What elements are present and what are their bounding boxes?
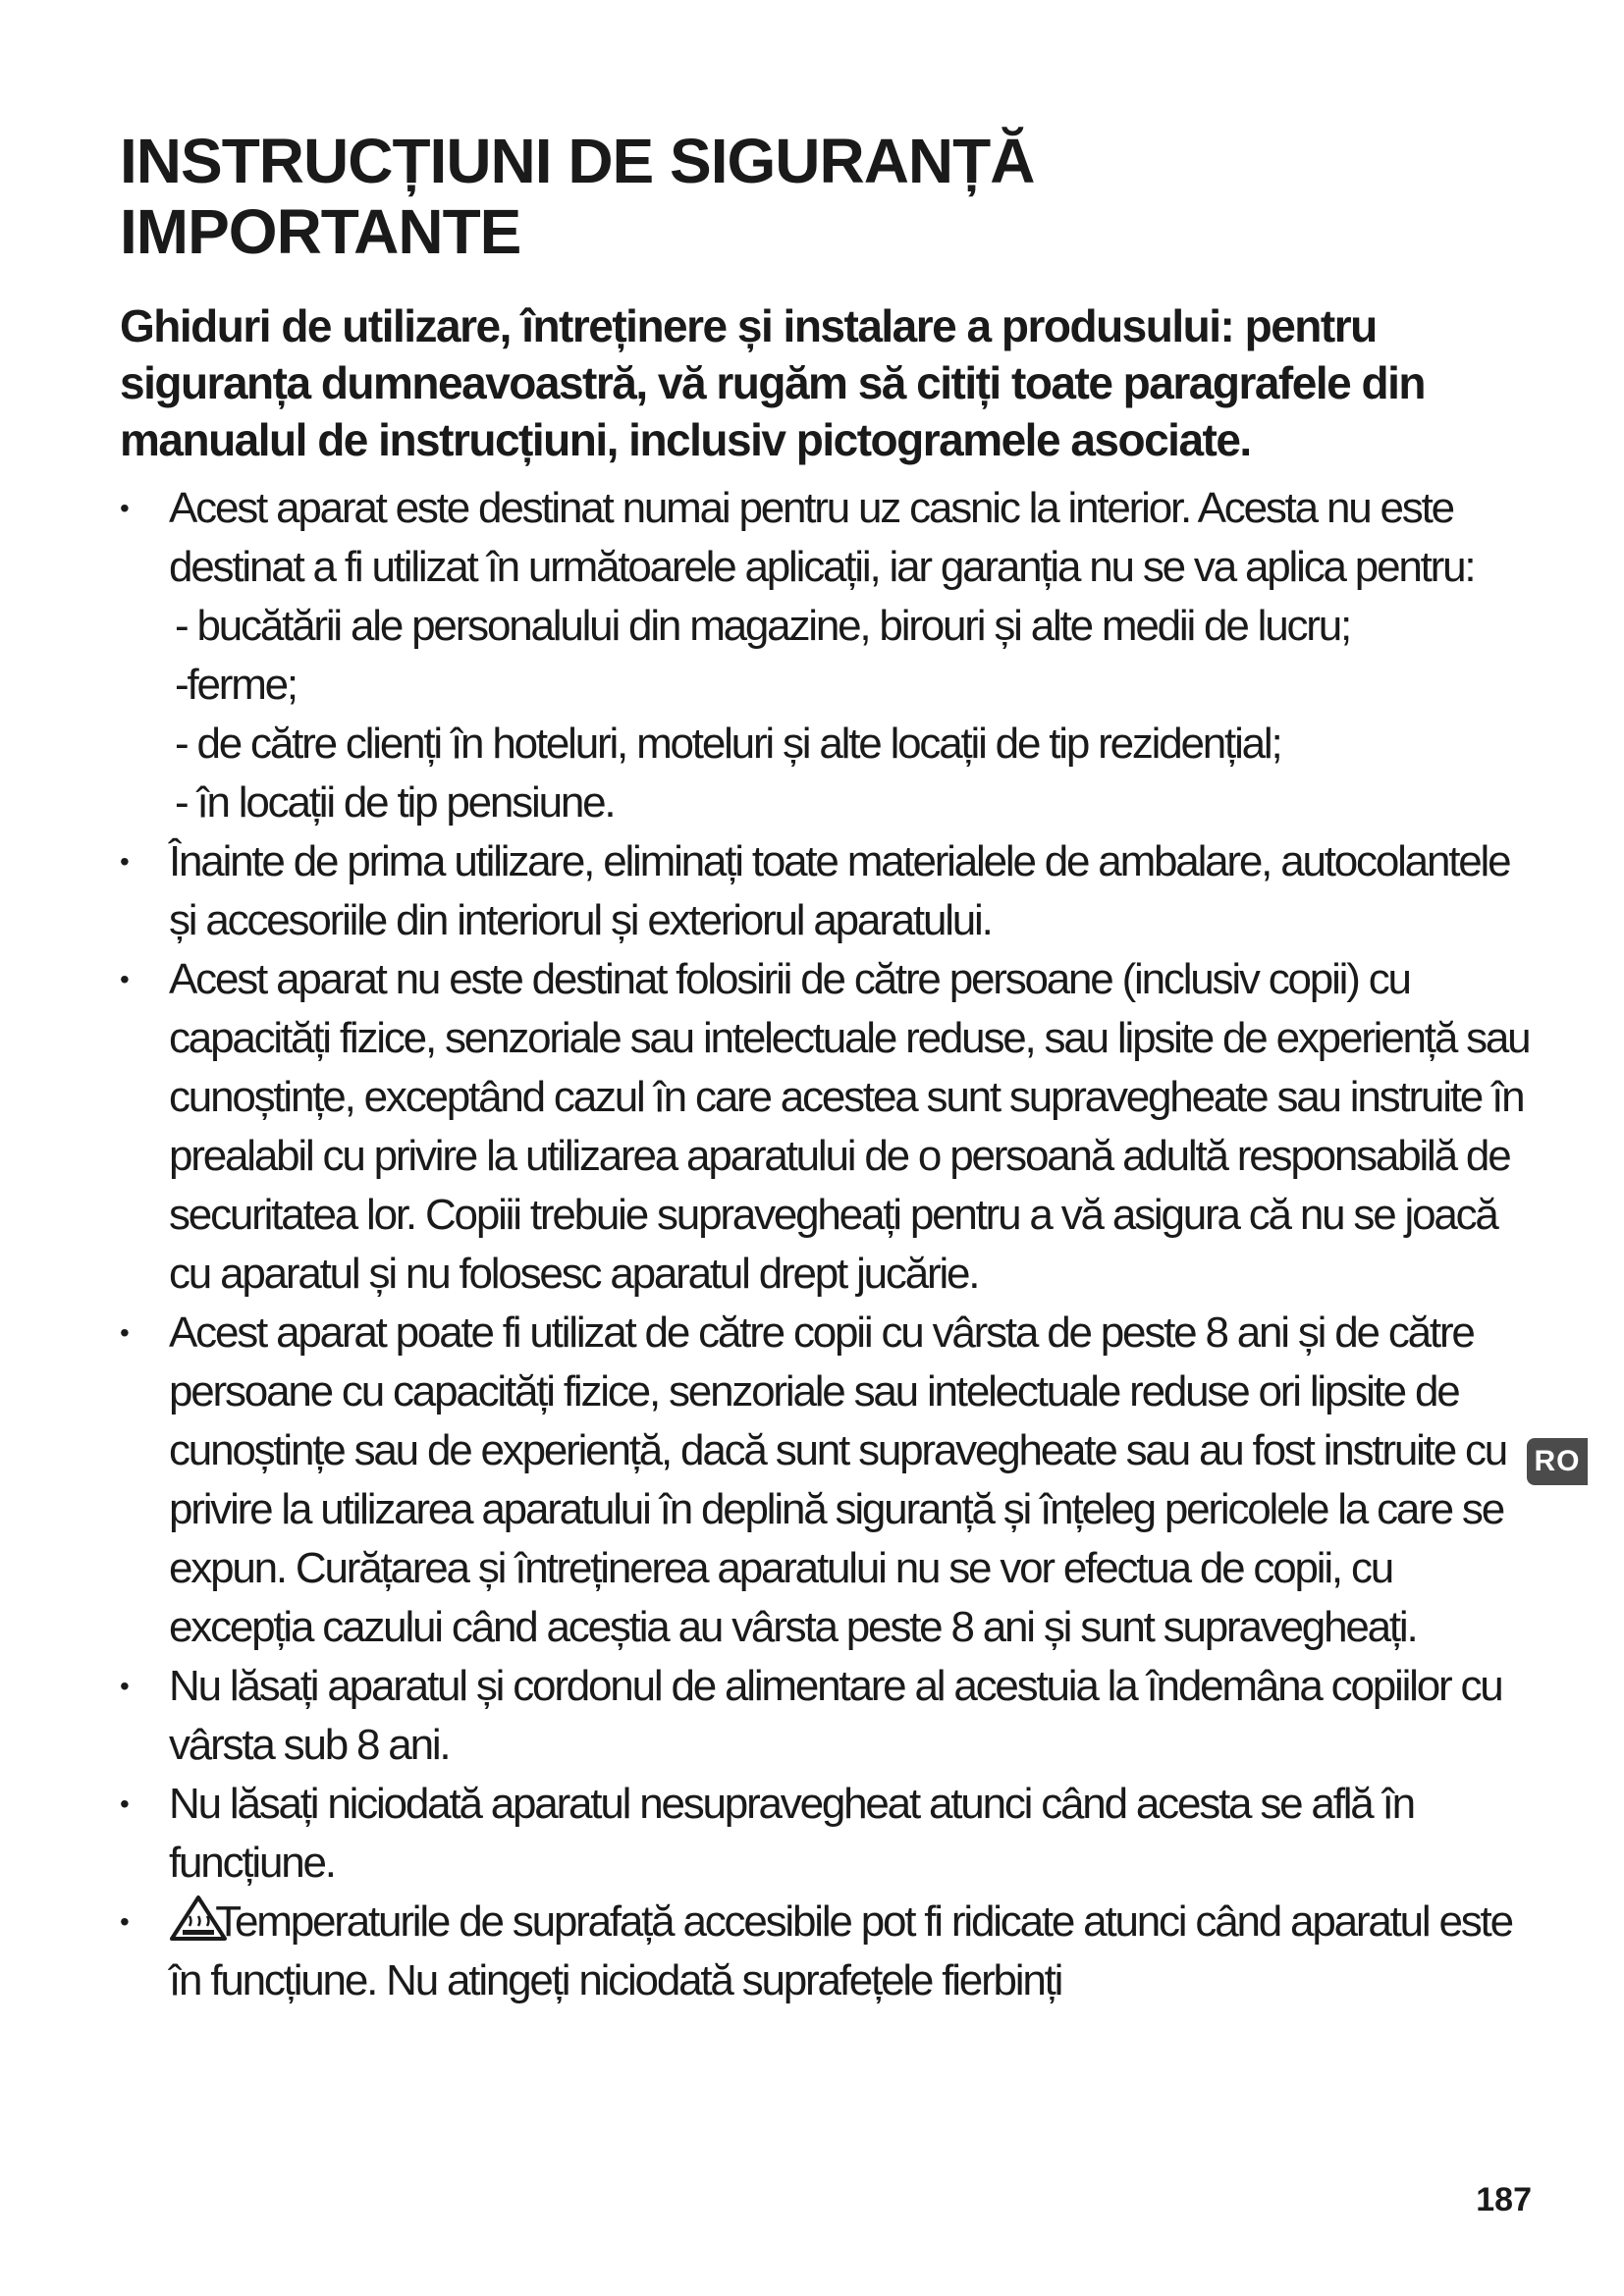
page-number: 187 [1476,2181,1532,2218]
list-item-text: Acest aparat este destinat numai pentru uz casnic la interior. Acesta nu este destinat a fi utilizat în următoarele aplicații, iar garanția nu se va aplica pentru: [169,484,1475,591]
list-item-text: Nu lăsați niciodată aparatul nesupravegheat atunci când acesta se află în funcțiune. [169,1780,1414,1887]
safety-instructions-list [120,479,1534,2010]
exclusions-sublist [169,597,1534,832]
list-item [120,832,1534,950]
list-item-text: Înainte de prima utilizare, eliminați toate materialele de ambalare, autocolantele și accesoriile din interiorul și exteriorul aparatului. [169,837,1510,944]
list-item-text: Temperaturile de suprafață accesibile pot fi ridicate atunci când aparatul este în funcțiune. Nu atingeți niciodată suprafețele fierbinți [169,1897,1512,2004]
bullet-marker: • [120,964,128,994]
bullet-marker: • [120,1317,128,1348]
list-item [120,950,1534,1304]
list-item [120,1775,1534,1893]
bullet-marker: • [120,493,128,523]
list-item-text: Acest aparat poate fi utilizat de către copii cu vârsta de peste 8 ani și de către persoane cu capacități fizice, senzoriale sau intelectuale reduse ori lipsite de cunoștințe sau de experiență, dacă sunt supravegheate sau au fost instruite cu privire la utilizarea aparatului în deplină siguranță și înțeleg pericolele la care se expun. Curățarea și întreținerea aparatului nu se vor efectua de copii, cu excepția cazului când aceștia au vârsta peste 8 ani și sunt supravegheați. [169,1308,1507,1651]
page-title [120,126,1475,267]
bullet-marker: • [120,846,128,877]
bullet-marker: • [120,1906,128,1937]
sublist-item: - bucătării ale personalului din magazine, birouri și alte medii de lucru; [175,602,1351,650]
sublist-item: - în locații de tip pensiune. [175,778,615,827]
list-item-text: Acest aparat nu este destinat folosirii de către persoane (inclusiv copii) cu capacități fizice, senzoriale sau intelectuale reduse, sau lipsite de experiență sau cunoștințe, exceptând cazul în care acestea sunt supravegheate sau instruite în prealabil cu privire la utilizarea aparatului de o persoană adultă responsabilă de securitatea lor. Copiii trebuie supravegheați pentru a vă asigura că nu se joacă cu aparatul și nu folosesc aparatul drept jucărie. [169,955,1530,1298]
list-item [120,479,1534,832]
language-tab: RO [1527,1438,1588,1485]
list-item-text: Nu lăsați aparatul și cordonul de alimentare al acestuia la îndemâna copiilor cu vârsta sub 8 ani. [169,1662,1502,1769]
list-item [120,1657,1534,1775]
bullet-marker: • [120,1671,128,1701]
list-item [120,1304,1534,1657]
sublist-item: -ferme; [175,661,297,709]
list-item [120,1893,1534,2010]
section-subtitle: Ghiduri de utilizare, întreținere și instalare a produsului: pentru siguranța dumneavoastră, vă rugăm să citiți toate paragrafele din manualul de instrucțiuni, inclusiv pictogramele asociate. [120,300,1425,465]
bullet-marker: • [120,1789,128,1819]
sublist-item: - de către clienți în hoteluri, moteluri și alte locații de tip rezidențial; [175,720,1281,768]
page-title-line-2: IMPORTANTE [120,196,521,267]
page-title-line-1: INSTRUCȚIUNI DE SIGURANȚĂ [120,126,1035,196]
